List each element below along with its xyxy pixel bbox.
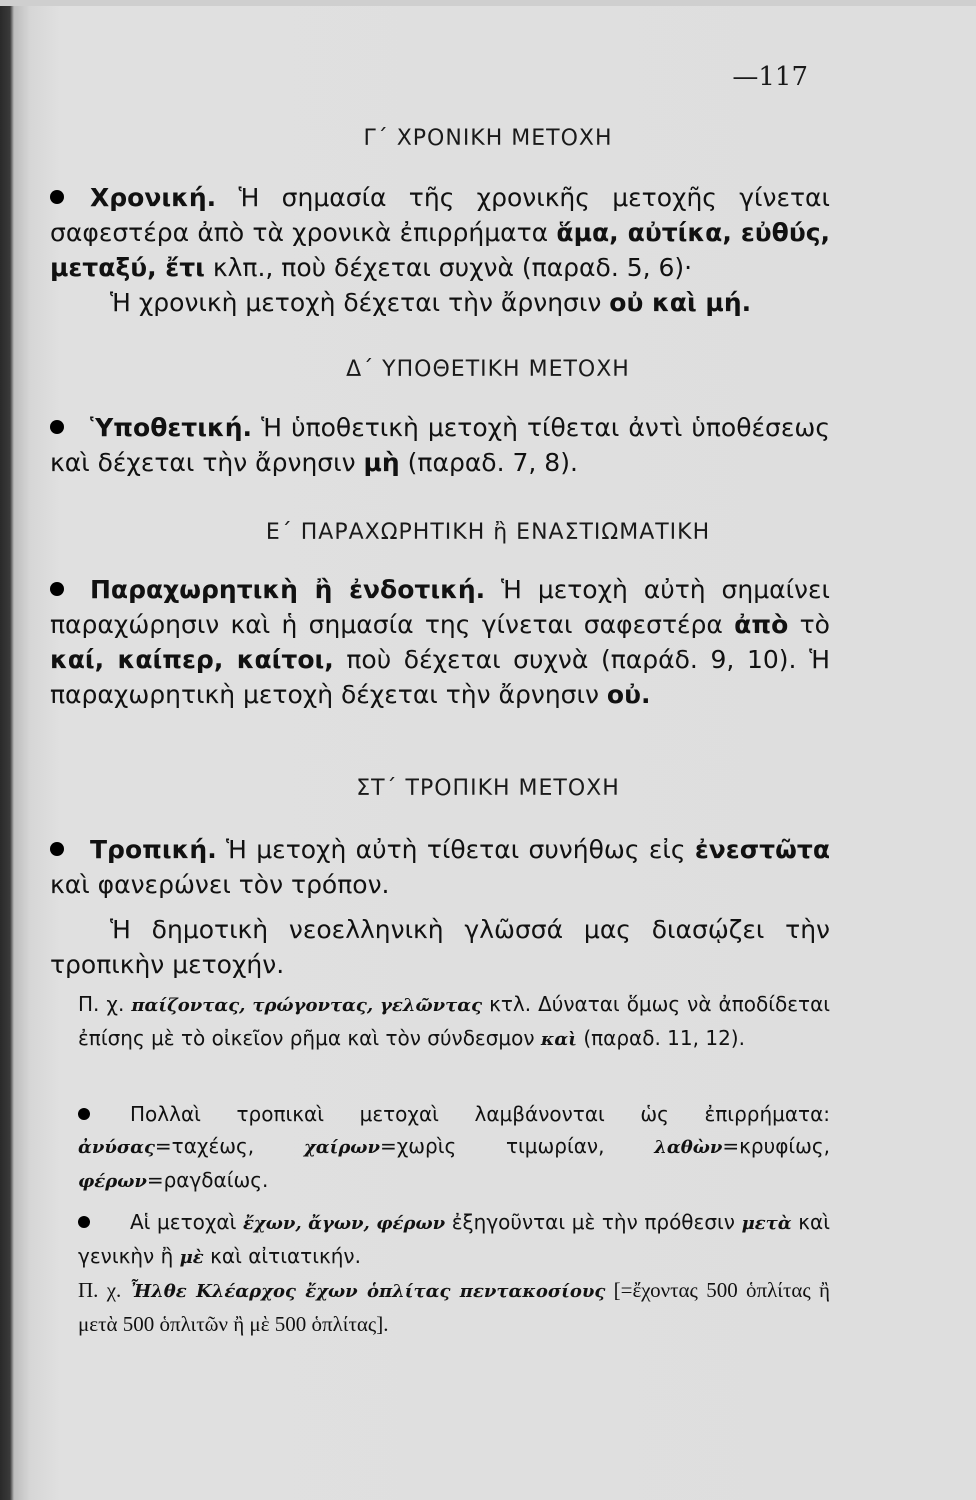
text: καὶ γενικὴν ἢ [78, 1210, 830, 1268]
greek-sentence: Ἦλθε Κλέαρχος ἔχων ὁπλίτας πεντακοσίους [129, 1281, 606, 1302]
text: (παραδ. 7, 8). [407, 448, 578, 477]
meta: μετὰ [741, 1213, 792, 1234]
negation: οὐ. [606, 680, 651, 709]
text: (παραδ. 11, 12). [583, 1026, 745, 1050]
page-number: —117 [732, 62, 808, 92]
bullet-icon [50, 842, 64, 856]
enestota: ἐνεστῶτα [694, 835, 830, 864]
text: κλπ., ποὺ δέχεται συχνὰ (παραδ. 5, 6)· [212, 253, 693, 282]
heading-ypothetiki: Δ΄ ΥΠΟΘΕΤΙΚΗ ΜΕΤΟΧΗ [346, 357, 630, 382]
bullet-icon [50, 190, 64, 204]
term-chroniki: Χρονική. [90, 183, 217, 212]
text: Ἡ δημοτικὴ νεοελληνικὴ γλῶσσά μας διασῴζει τὴν τροπικὴν μετοχήν. [50, 915, 830, 979]
text: κτλ. Δύναται ὅμως νὰ ἀποδίδεται ἐπίσης μὲ τὸ οἰκεῖον ρῆμα καὶ τὸν σύνδεσμον [78, 992, 831, 1050]
apo: ἀπὸ [734, 610, 789, 639]
heading-tropiki: ΣΤ΄ ΤΡΟΠΙΚΗ ΜΕΤΟΧΗ [356, 776, 620, 801]
text: τὸ [799, 610, 830, 639]
examples: ἅμα, αὐτίκα, εὐθύς, μεταξύ, ἔτι [50, 218, 831, 282]
text: καὶ αἰτιατικήν. [210, 1244, 361, 1268]
text: Ἡ ὑποθετικὴ μετοχὴ τίθεται ἀντὶ ὑποθέσεως καὶ δέχεται τὴν ἄρνησιν [50, 413, 830, 477]
example-kai: καὶ [540, 1029, 577, 1050]
text: Ἡ μετοχὴ αὐτὴ τίθεται συνήθως εἰς [226, 835, 686, 864]
term-parachoritiki: Παραχωρητικὴ ἢ ἐνδοτική. [90, 575, 486, 604]
me: μὲ [179, 1247, 204, 1268]
bullet-icon [78, 1108, 90, 1120]
text: καὶ φανερώνει τὸν τρόπον. [50, 870, 390, 899]
word: φέρων [78, 1171, 147, 1192]
paragraph-adverbs [78, 1098, 830, 1198]
word: ἀνύσας [78, 1137, 155, 1158]
example-words: παίζοντας, τρώγοντας, γελῶντας [131, 995, 483, 1016]
term-ypothetiki: Ὑποθετική. [90, 413, 253, 442]
gloss: [=ἔχοντας 500 ὁπλίτας ἢ μετὰ 500 ὁπλιτῶν ἢ μὲ 500 ὁπλίτας]. [78, 1278, 831, 1336]
text: Αἱ μετοχαὶ [130, 1210, 237, 1234]
page-edge [0, 0, 976, 6]
words: ἔχων, ἄγων, φέρων [242, 1213, 446, 1234]
heading-parachoritiki: Ε΄ ΠΑΡΑΧΩΡΗΤΙΚΗ ἢ ΕΝΑΣΤΙΩΜΑΤΙΚΗ [265, 520, 711, 545]
example-tropiki [78, 988, 830, 1056]
paragraph-prepositional [78, 1206, 830, 1274]
negation: μὴ [363, 448, 400, 477]
meaning: =ταχέως, [154, 1134, 255, 1158]
paragraph-tropiki [50, 832, 830, 902]
meaning: =ραγδαίως. [146, 1168, 269, 1192]
meaning: =χωρὶς τιμωρίαν, [379, 1134, 605, 1158]
bullet-icon [78, 1216, 90, 1228]
text: ποὺ δέχεται συχνὰ (παράδ. 9, 10). Ἡ παραχωρητικὴ μετοχὴ δέχεται τὴν ἄρνησιν [50, 645, 830, 709]
bullet-icon [50, 582, 64, 596]
text: Ἡ μετοχὴ αὐτὴ σημαίνει παραχώρησιν καὶ ἡ σημασία της γίνεται σαφεστέρα [50, 575, 830, 639]
word: λαθὼν [654, 1137, 723, 1158]
word: χαίρων [303, 1137, 380, 1158]
paragraph-chroniki [50, 180, 830, 320]
text: ἐξηγοῦνται μὲ τὴν πρόθεσιν [451, 1210, 735, 1234]
negation: οὐ καὶ μή. [609, 288, 752, 317]
paragraph-ypothetiki [50, 410, 830, 480]
text: Ἡ σημασία τῆς χρονικῆς μετοχῆς γίνεται σαφεστέρα ἀπὸ τὰ χρονικὰ ἐπιρρήματα [50, 183, 830, 247]
example-prefix: Π. χ. [78, 1278, 122, 1302]
paragraph-parachoritiki [50, 572, 830, 712]
bullet-icon [50, 420, 64, 434]
final-example [78, 1274, 830, 1340]
examples: καί, καίπερ, καίτοι, [50, 645, 334, 674]
paragraph-dimotiki [50, 912, 830, 982]
text: Ἡ χρονικὴ μετοχὴ δέχεται τὴν ἄρνησιν [110, 288, 602, 317]
heading-chroniki: Γ΄ ΧΡΟΝΙΚΗ ΜΕΤΟΧΗ [363, 126, 613, 151]
example-prefix: Π. χ. [78, 992, 125, 1016]
text: Πολλαὶ τροπικαὶ μετοχαὶ λαμβάνονται ὡς ἐπιρρήματα: [130, 1102, 830, 1126]
meaning: =κρυφίως, [722, 1134, 831, 1158]
term-tropiki: Τροπική. [90, 835, 217, 864]
